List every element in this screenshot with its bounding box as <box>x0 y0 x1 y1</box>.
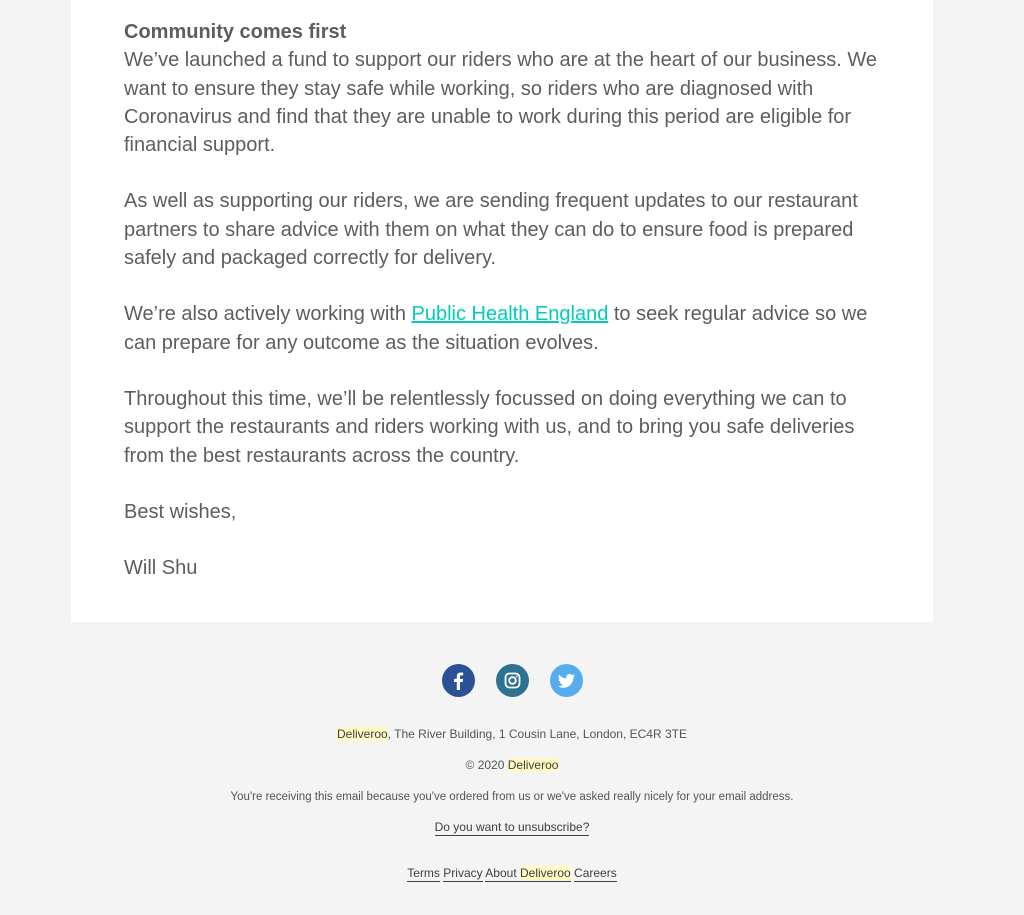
privacy-link[interactable]: Privacy <box>443 866 483 880</box>
brand-name: Deliveroo <box>520 866 571 880</box>
brand-name: Deliveroo <box>337 727 388 741</box>
signoff: Best wishes, <box>124 500 237 523</box>
social-links <box>0 664 1024 697</box>
facebook-button[interactable] <box>442 664 475 697</box>
about-deliveroo-link[interactable] <box>485 866 570 882</box>
footer-copyright <box>0 757 1024 773</box>
twitter-button[interactable] <box>550 664 583 697</box>
brand-name: Deliveroo <box>507 758 559 772</box>
address-text: , The River Building, 1 Cousin Lane, London, EC4R 3TE <box>387 727 687 741</box>
paragraph-public-health-end: to seek regular advice so we can prepare for any outcome as the situation evolves. <box>124 303 868 354</box>
footer-address <box>0 726 1024 742</box>
paragraph-public-health <box>124 300 894 357</box>
copyright-prefix: © 2020 <box>465 758 508 772</box>
instagram-button[interactable] <box>496 664 529 697</box>
unsubscribe-link[interactable]: Do you want to unsubscribe? <box>434 820 590 834</box>
paragraph-rider-fund: We’ve launched a fund to support our riders who are at the heart of our business. We want to ensure they stay safe while working, so riders who are diagnosed with Coronavirus and find that they are unable to work during this period are eligible for financial support. <box>124 49 878 157</box>
footer-links <box>0 865 1024 881</box>
terms-link[interactable]: Terms <box>407 866 440 880</box>
signature: Will Shu <box>124 557 198 580</box>
footer-unsubscribe <box>0 819 1024 835</box>
facebook-icon <box>442 664 475 697</box>
twitter-icon <box>550 664 583 697</box>
email-body <box>124 18 894 610</box>
paragraph-restaurant-updates: As well as supporting our riders, we are sending frequent updates to our restaurant partners to share advice with them on what they can do to ensure food is prepared safely and packaged correctly for delivery. <box>124 190 858 270</box>
paragraph-public-health-start: We’re also actively working with <box>124 303 412 326</box>
careers-link[interactable]: Careers <box>574 866 617 880</box>
instagram-icon <box>496 664 529 697</box>
footer-reason: You're receiving this email because you've ordered from us or we've asked really nicely for your email address. <box>230 791 794 803</box>
about-link-label: About <box>485 866 517 880</box>
paragraph-commitment: Throughout this time, we’ll be relentlessly focussed on doing everything we can to support the restaurants and riders working with us, and to bring you safe deliveries from the best restaurants across the country. <box>124 387 855 467</box>
section-heading: Community comes first <box>124 21 347 43</box>
public-health-england-link[interactable]: Public Health England <box>411 303 609 326</box>
email-card <box>71 0 933 622</box>
